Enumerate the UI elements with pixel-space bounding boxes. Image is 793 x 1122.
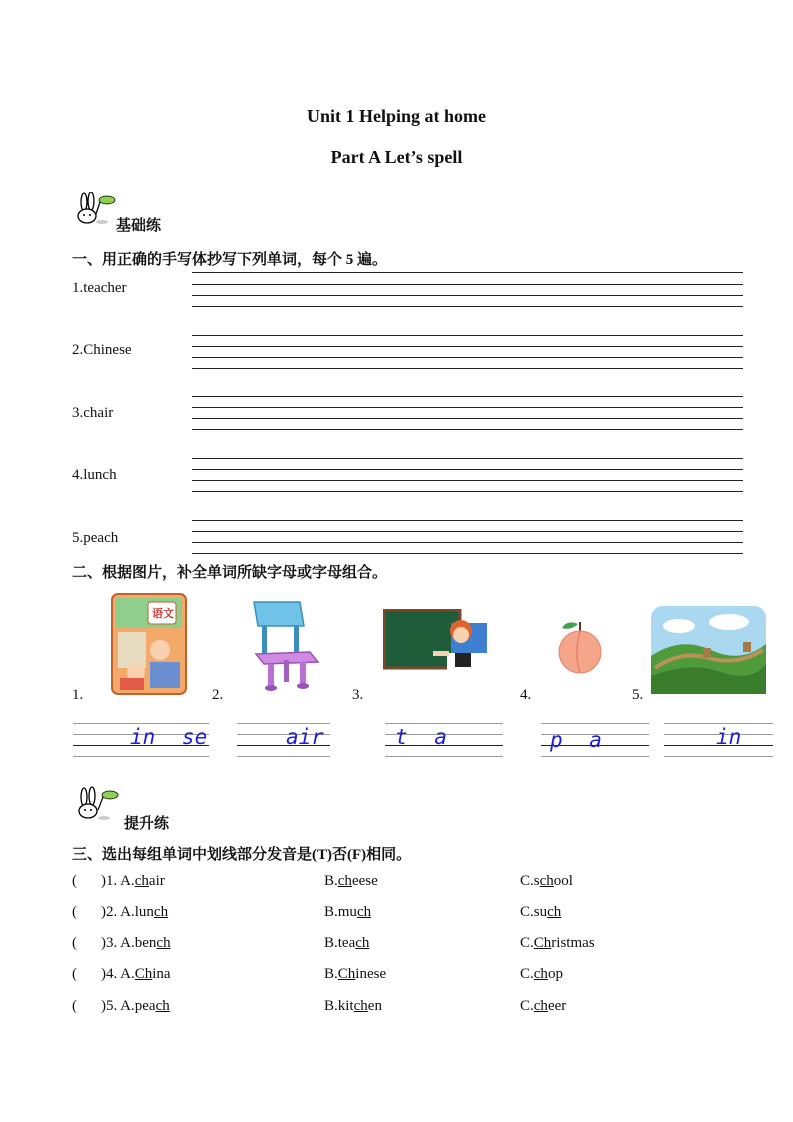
- option-letter: B.: [324, 873, 338, 889]
- question-number: )2. A.: [101, 904, 135, 920]
- section-basic-label: 基础练: [116, 218, 162, 234]
- word-underlined: ch: [356, 904, 372, 920]
- word-underlined: ch: [353, 998, 368, 1014]
- option-letter: C.: [520, 904, 534, 920]
- question-number: )3. A.: [101, 935, 135, 951]
- picture-number-2: 2.: [212, 687, 224, 703]
- answer-blank: [72, 998, 77, 1015]
- word-part: eer: [547, 998, 567, 1014]
- option-b: [324, 998, 382, 1015]
- answer-paren: (: [72, 873, 77, 889]
- book-label: 语文: [152, 607, 174, 620]
- word-part: pea: [134, 998, 156, 1014]
- option-letter: B.: [324, 935, 338, 951]
- teacher-picture: [383, 609, 489, 683]
- option-letter: C.: [520, 998, 534, 1014]
- section-advanced-label: 提升练: [124, 816, 170, 832]
- option-b: [324, 873, 378, 890]
- answer-blank: [72, 904, 77, 921]
- answer-blank: [72, 873, 77, 890]
- word-label-3: 3.chair: [72, 405, 114, 421]
- great-wall-picture: [651, 606, 766, 694]
- option-c: [520, 966, 563, 983]
- word-part: kit: [337, 998, 354, 1014]
- word-label-2: 2.Chinese: [72, 342, 132, 358]
- word-part: en: [367, 998, 382, 1014]
- fill-word-1: in se: [130, 725, 208, 749]
- fill-word-2: air: [286, 725, 324, 749]
- word-part: ina: [152, 966, 171, 982]
- peach-picture: [556, 618, 606, 674]
- word-underlined: ch: [533, 966, 548, 982]
- word-part: ool: [553, 873, 573, 889]
- word-underlined: ch: [547, 904, 562, 920]
- word-part: op: [547, 966, 563, 982]
- chinese-book-picture: [110, 592, 188, 696]
- word-underlined: ch: [134, 873, 149, 889]
- fill-word-4: p a: [550, 728, 602, 752]
- option-letter: C.: [520, 966, 534, 982]
- fill-word-3: t a: [395, 725, 447, 749]
- option-a: [101, 904, 168, 921]
- answer-paren: (: [72, 904, 77, 920]
- word-underlined: Ch: [337, 966, 356, 982]
- word-part: ben: [134, 935, 157, 951]
- option-a: [101, 873, 165, 890]
- option-c: [520, 873, 573, 890]
- page-subtitle: Part A Let’s spell: [330, 147, 463, 167]
- chair-picture: [248, 598, 322, 692]
- answer-paren: (: [72, 966, 77, 982]
- option-letter: C.: [520, 935, 534, 951]
- word-label-4: 4.lunch: [72, 467, 117, 483]
- word-label-5: 5.peach: [72, 530, 119, 546]
- option-letter: B.: [324, 904, 338, 920]
- part2-heading: 二、根据图片，补全单词所缺字母或字母组合。: [72, 565, 388, 581]
- option-a: [101, 935, 171, 952]
- option-a: [101, 966, 171, 983]
- bunny-icon: [74, 786, 120, 822]
- word-underlined: ch: [155, 998, 170, 1014]
- word-underlined: ch: [153, 904, 169, 920]
- word-part: eese: [351, 873, 378, 889]
- answer-paren: (: [72, 935, 77, 951]
- option-letter: C.: [520, 873, 534, 889]
- word-underlined: ch: [539, 873, 554, 889]
- picture-number-1: 1.: [72, 687, 84, 703]
- word-part: su: [533, 904, 548, 920]
- word-part: s: [533, 873, 540, 889]
- answer-blank: [72, 966, 77, 983]
- word-part: tea: [337, 935, 356, 951]
- option-a: [101, 998, 170, 1015]
- word-underlined: ch: [355, 935, 370, 951]
- picture-number-4: 4.: [520, 687, 532, 703]
- page-title: Unit 1 Helping at home: [306, 106, 486, 126]
- answer-blank: [72, 935, 77, 952]
- option-c: [520, 935, 595, 952]
- fill-word-5: in: [716, 725, 742, 749]
- word-part: inese: [355, 966, 387, 982]
- word-part: ristmas: [551, 935, 595, 951]
- picture-number-3: 3.: [352, 687, 364, 703]
- option-c: [520, 904, 561, 921]
- word-part: lun: [134, 904, 154, 920]
- option-b: [324, 935, 369, 952]
- question-number: )5. A.: [101, 998, 135, 1014]
- word-label-1: 1.teacher: [72, 280, 127, 296]
- word-underlined: ch: [533, 998, 548, 1014]
- option-b: [324, 966, 386, 983]
- option-c: [520, 998, 566, 1015]
- option-b: [324, 904, 371, 921]
- question-number: )1. A.: [101, 873, 135, 889]
- option-letter: B.: [324, 998, 338, 1014]
- word-underlined: ch: [156, 935, 171, 951]
- question-number: )4. A.: [101, 966, 135, 982]
- word-part: mu: [337, 904, 357, 920]
- word-underlined: Ch: [533, 935, 552, 951]
- picture-number-5: 5.: [632, 687, 644, 703]
- word-part: air: [148, 873, 165, 889]
- answer-paren: (: [72, 998, 77, 1014]
- part3-heading: 三、选出每组单词中划线部分发音是(T)否(F)相同。: [72, 847, 412, 863]
- option-letter: B.: [324, 966, 338, 982]
- part1-heading: 一、用正确的手写体抄写下列单词，每个 5 遍。: [72, 252, 388, 268]
- word-underlined: Ch: [134, 966, 153, 982]
- bunny-icon: [74, 192, 116, 226]
- word-underlined: ch: [337, 873, 352, 889]
